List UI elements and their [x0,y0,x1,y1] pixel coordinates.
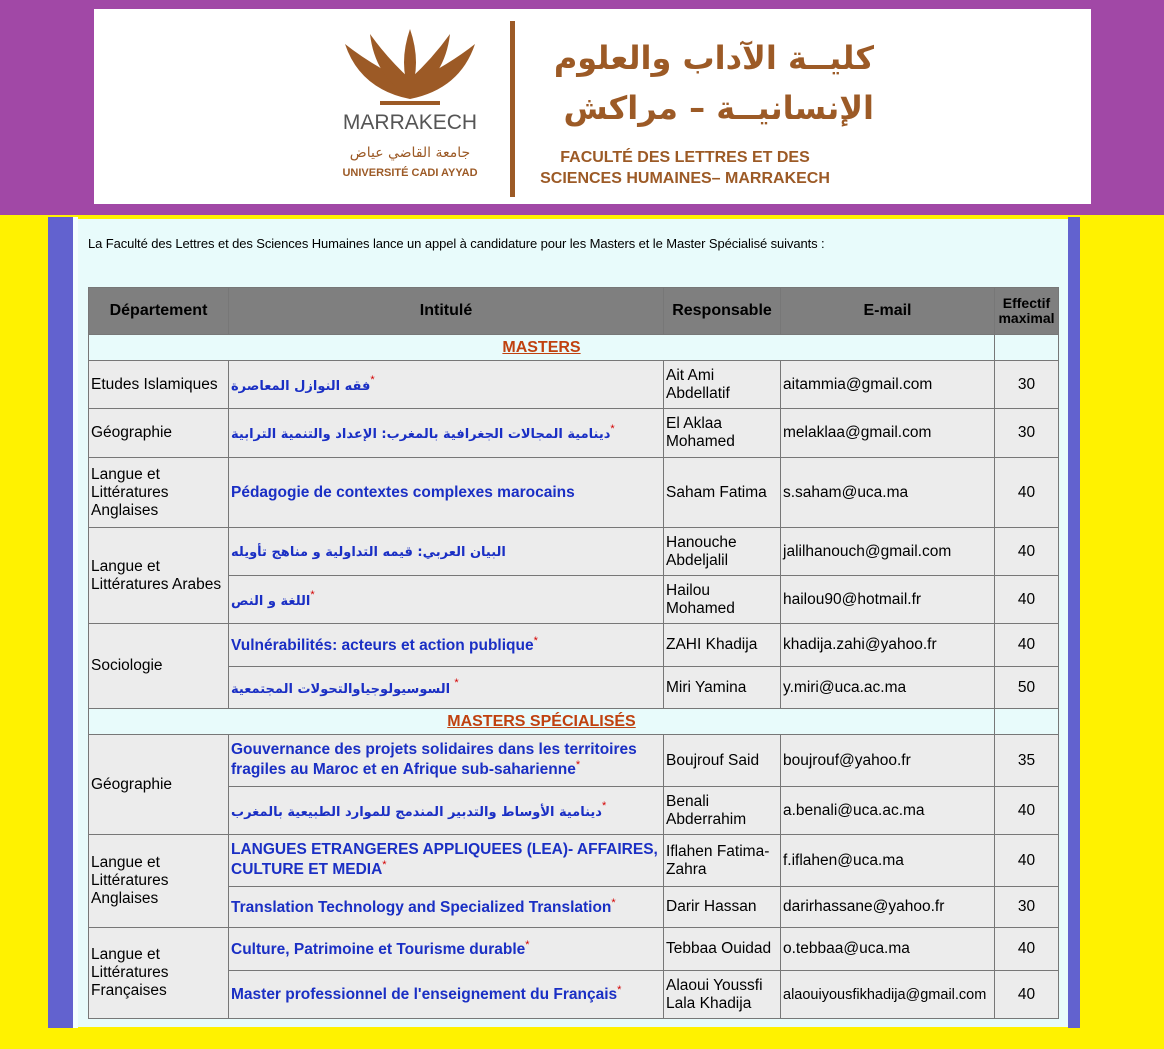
cell-title[interactable] [229,624,664,667]
section-side-cell [995,335,1059,361]
cell-department: Géographie [89,735,229,835]
masters-table [88,287,1059,1019]
section-row-masters [89,335,1059,361]
cell-email[interactable]: y.miri@uca.ac.ma [781,667,995,709]
col-header-department: Département [89,288,229,335]
cell-department: Géographie [89,409,229,458]
cell-effectif: 40 [995,458,1059,528]
cell-email[interactable]: jalilhanouch@gmail.com [781,528,995,576]
table-row [89,458,1059,528]
required-mark: * [310,589,315,602]
cell-responsable: Ait Ami Abdellatif [664,361,781,409]
logo-divider [510,21,515,197]
cell-effectif: 40 [995,576,1059,624]
faculty-french-title [520,147,850,189]
table-row [89,624,1059,667]
title-link[interactable]: Vulnérabilités: acteurs et action publique [231,637,534,655]
cell-email[interactable]: s.saham@uca.ma [781,458,995,528]
table-row [89,667,1059,709]
cell-effectif: 40 [995,624,1059,667]
cell-responsable: El Aklaa Mohamed [664,409,781,458]
table-row [89,528,1059,576]
cell-department: Etudes Islamiques [89,361,229,409]
cell-title[interactable] [229,667,664,709]
frame-right [1068,217,1080,1028]
cell-effectif: 30 [995,361,1059,409]
table-row [89,735,1059,787]
intro-text: La Faculté des Lettres et des Sciences Humaines lance un appel à candidature pour les Masters et le Master Spécialisé suivants : [88,236,825,251]
title-link[interactable]: Translation Technology and Specialized Translation [231,899,612,917]
cell-responsable: Saham Fatima [664,458,781,528]
cell-title[interactable] [229,528,664,576]
cell-title[interactable] [229,887,664,928]
main-content [78,219,1068,1027]
cell-effectif: 40 [995,928,1059,971]
cell-responsable: Miri Yamina [664,667,781,709]
cell-email[interactable]: f.iflahen@uca.ma [781,835,995,887]
required-mark: * [610,422,615,435]
cell-department: Sociologie [89,624,229,709]
cell-email[interactable]: o.tebbaa@uca.ma [781,928,995,971]
required-mark: * [611,896,616,909]
logo-arabic-name: جامعة القاضي عياض [349,145,471,161]
cell-effectif: 40 [995,971,1059,1019]
cell-email[interactable]: khadija.zahi@yahoo.fr [781,624,995,667]
cell-title[interactable] [229,458,664,528]
cell-responsable: ZAHI Khadija [664,624,781,667]
logo-university-name: UNIVERSITÉ CADI AYYAD [342,167,478,179]
faculty-french-line-1: FACULTÉ DES LETTRES ET DES [560,149,810,166]
title-link[interactable]: السوسيولوجياوالتحولات المجتمعية [231,681,451,697]
cell-responsable: Hailou Mohamed [664,576,781,624]
required-mark: * [533,634,538,647]
cell-responsable: Iflahen Fatima-Zahra [664,835,781,887]
title-link[interactable]: Gouvernance des projets solidaires dans les territoires fragiles au Maroc et en Afrique sub-saharienne [231,741,637,779]
cell-title[interactable] [229,928,664,971]
required-mark: * [454,677,459,690]
table-row [89,887,1059,928]
table-row [89,576,1059,624]
cell-email[interactable]: darirhassane@yahoo.fr [781,887,995,928]
cell-department: Langue et Littératures Arabes [89,528,229,624]
cell-responsable: Alaoui Youssfi Lala Khadija [664,971,781,1019]
cell-department: Langue et Littératures Anglaises [89,458,229,528]
table-row [89,409,1059,458]
cell-title[interactable] [229,735,664,787]
cell-effectif: 40 [995,787,1059,835]
section-title-masters: MASTERS [89,335,995,361]
cell-responsable: Tebbaa Ouidad [664,928,781,971]
required-mark: * [382,859,387,872]
cell-effectif: 35 [995,735,1059,787]
header-banner [94,9,1091,204]
col-header-email: E-mail [781,288,995,335]
cell-effectif: 30 [995,409,1059,458]
col-header-effectif: Effectif maximal [995,288,1059,335]
logo-city: MARRAKECH [342,111,478,134]
cell-title[interactable] [229,576,664,624]
title-link[interactable]: دينامية المجالات الجغرافية بالمغرب: الإعداد والتنمية الترابية [231,427,611,443]
title-link[interactable]: اللغة و النص [231,593,311,609]
cell-responsable: Benali Abderrahim [664,787,781,835]
cell-title[interactable] [229,409,664,458]
frame-left [48,217,73,1028]
cell-department: Langue et Littératures Françaises [89,928,229,1019]
cell-responsable: Hanouche Abdeljalil [664,528,781,576]
cell-email[interactable]: hailou90@hotmail.fr [781,576,995,624]
table-row [89,835,1059,887]
title-link[interactable]: البيان العربي: قيمه التداولية و مناهج تأويله [231,544,506,560]
table-header-row [89,288,1059,335]
faculty-french-line-2: SCIENCES HUMAINES– MARRAKECH [540,170,830,187]
university-logo [340,29,480,197]
section-title-specialises: MASTERS SPÉCIALISÉS [89,709,995,735]
table-row [89,928,1059,971]
cell-effectif: 50 [995,667,1059,709]
title-link[interactable]: فقه النوازل المعاصرة [231,378,371,394]
table-row [89,971,1059,1019]
col-header-title: Intitulé [229,288,664,335]
required-mark: * [370,374,375,387]
table-row [89,787,1059,835]
title-link[interactable]: Culture, Patrimoine et Tourisme durable [231,941,526,959]
title-link[interactable]: Pédagogie de contextes complexes marocains [231,483,575,501]
table-row [89,361,1059,409]
required-mark: * [525,938,530,951]
faculty-arabic-title-1: كليــة الآداب والعلوم [553,39,874,77]
cell-title[interactable] [229,787,664,835]
col-header-responsable: Responsable [664,288,781,335]
cell-email[interactable]: boujrouf@yahoo.fr [781,735,995,787]
title-link[interactable]: LANGUES ETRANGERES APPLIQUEES (LEA)- AFFAIRES, CULTURE ET MEDIA [231,841,658,879]
cell-email[interactable]: a.benali@uca.ac.ma [781,787,995,835]
section-row-specialises [89,709,1059,735]
cell-effectif: 30 [995,887,1059,928]
cell-title[interactable] [229,971,664,1019]
required-mark: * [617,984,622,997]
section-side-cell [995,709,1059,735]
required-mark: * [575,759,581,772]
required-mark: * [601,800,607,813]
cell-responsable: Darir Hassan [664,887,781,928]
cell-title[interactable] [229,361,664,409]
cell-department: Langue et Littératures Anglaises [89,835,229,928]
cell-email[interactable]: melaklaa@gmail.com [781,409,995,458]
title-link[interactable]: دينامية الأوساط والتدبير المندمج للموارد الطبيعية بالمغرب [231,804,602,820]
title-link[interactable]: Master professionnel de l'enseignement du Français [231,986,618,1004]
cell-effectif: 40 [995,835,1059,887]
cell-email[interactable]: aitammia@gmail.com [781,361,995,409]
cell-effectif: 40 [995,528,1059,576]
cell-responsable: Boujrouf Said [664,735,781,787]
cell-title[interactable] [229,835,664,887]
cell-email[interactable]: alaouiyousfikhadija@gmail.com [781,971,995,1019]
faculty-arabic-title-2: الإنسانيــة – مراكش [563,89,874,127]
